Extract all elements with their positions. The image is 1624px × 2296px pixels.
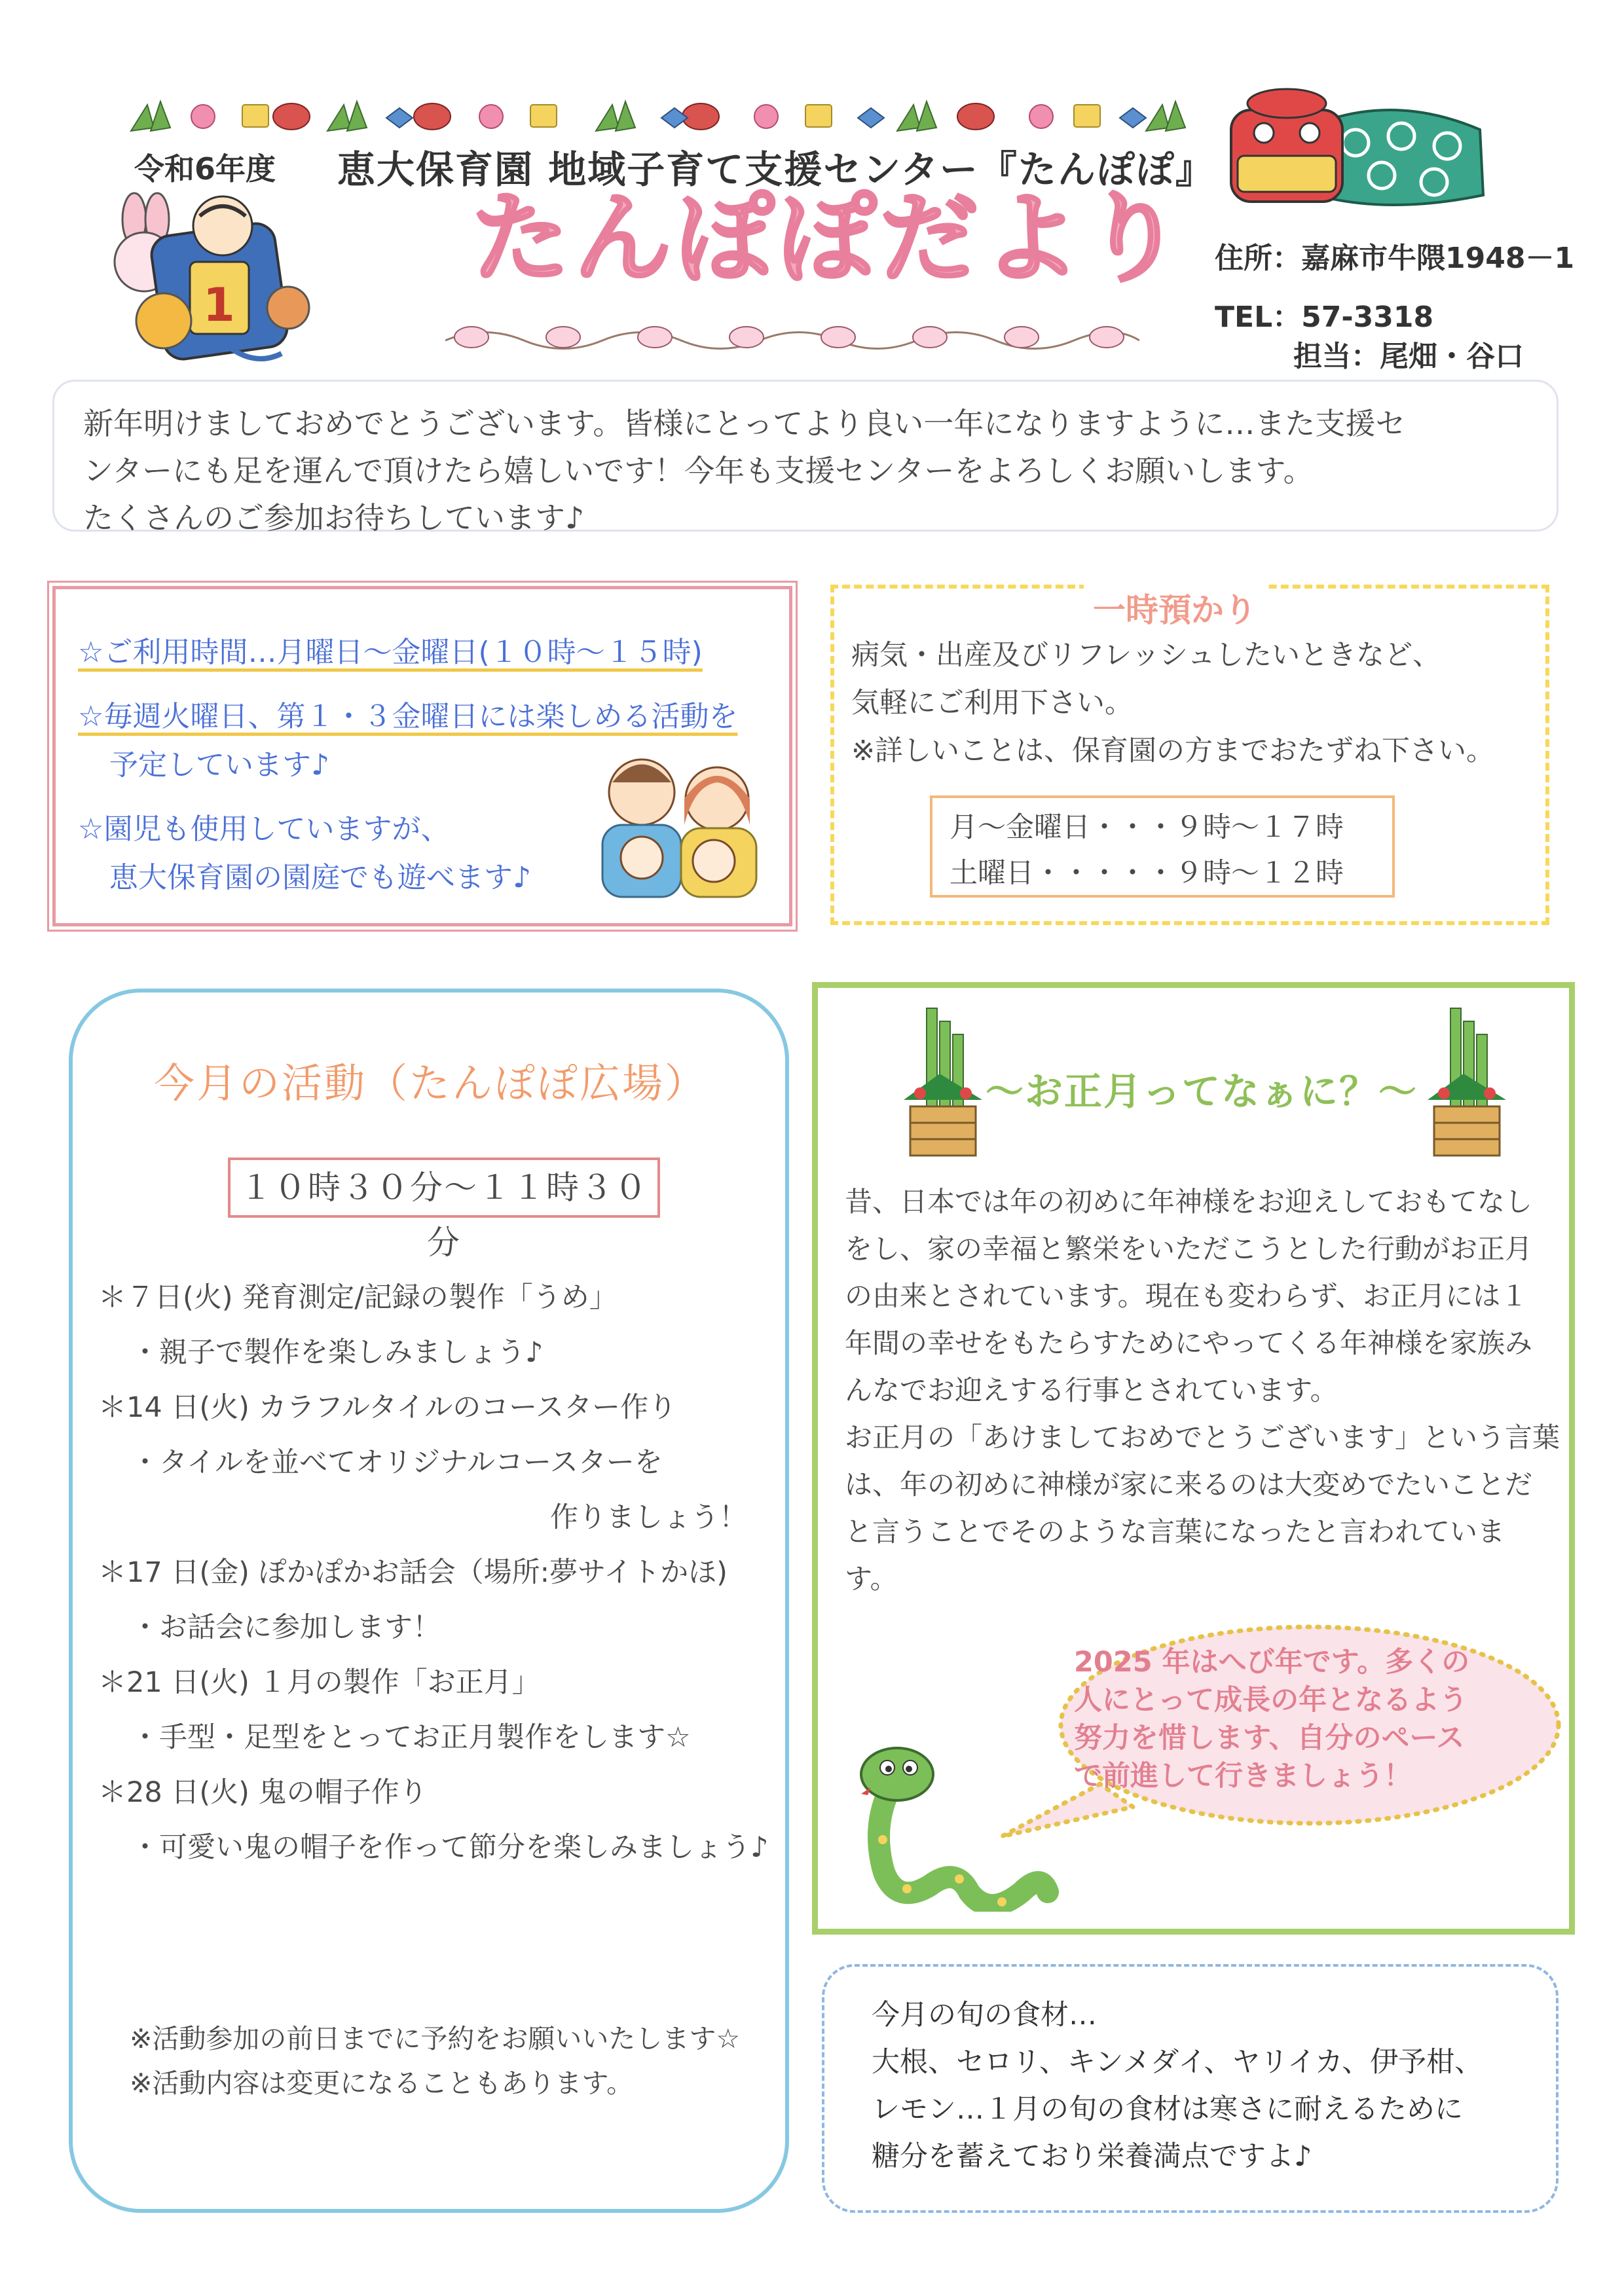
activity-detail: ・お話会に参加します！	[131, 1611, 441, 1644]
activity-item: ＊７日(火) 発育測定/記録の製作「うめ」	[98, 1281, 618, 1314]
activity-item: ＊17 日(金) ぽかぽかお話会（場所:夢サイトかほ)	[98, 1556, 728, 1589]
svg-text:1: 1	[203, 278, 235, 332]
greeting-line: ンターにも足を運んで頂けたら嬉しいです！今年も支援センターをよろしくお願いします。	[83, 453, 1314, 488]
seasonal-food-line: レモン…１月の旬の食材は寒さに耐えるために	[872, 2093, 1463, 2126]
seasonal-food-line: 糖分を蓄えており栄養満点ですよ♪	[872, 2140, 1312, 2173]
greeting-message	[52, 380, 1559, 536]
family-illustration-icon	[589, 746, 766, 903]
activity-detail: 作りましょう！	[550, 1501, 747, 1534]
activity-item: ＊21 日(火) １月の製作「お正月」	[98, 1666, 540, 1699]
usage-hours: ☆ご利用時間…月曜日～金曜日(１０時～１５時)	[78, 636, 703, 669]
activities-notes: ※活動参加の前日までに予約をお願いいたします☆ ※活動内容は変更になることもあります。	[130, 2023, 741, 2099]
telephone: TEL：57-3318	[1215, 301, 1434, 334]
activities-title: 今月の活動（たんぽぽ広場）	[154, 1059, 708, 1107]
rabbit-decoration-border-icon	[445, 311, 1139, 357]
activity-detail: ・手型・足型をとってお正月製作をします☆	[131, 1721, 691, 1754]
address: 住所：嘉麻市牛隈1948－1	[1215, 242, 1575, 275]
usage-activities: ☆毎週火曜日、第１・３金曜日には楽しめる活動を 予定しています♪	[78, 700, 738, 782]
new-year-description: 昔、日本では年の初めに年神様をお迎えしておもてなし をし、家の幸福と繁栄をいただこうとした行動がお正月 の由来とされています。現在も変わらず、お正月には１ 年間の幸せをもたらすためにやってくる年神様を家族み んなでお迎えする行事とされています。 お正月の「あけましておめでとうございます」という言葉 は、年の初めに神様が家に来るのは大変めでたいことだ と言うことでそのような言葉になったと言われていま す。	[845, 1186, 1560, 1595]
temporary-care-hours: 月～金曜日・・・９時～１７時 土曜日・・・・・９時～１２時	[930, 795, 1395, 898]
snake-year-message: 2025 年はへび年です。多くの 人にとって成長の年となるよう 努力を惜します、自分のペース で前進して行きましょう！	[1074, 1646, 1470, 1793]
activities-time: １０時３０分～１１時３０分	[228, 1157, 660, 1218]
greeting-line: 新年明けましておめでとうございます。皆様にとってより良い一年になりますように…また支援セ	[83, 406, 1406, 441]
seasonal-food-box	[822, 1964, 1559, 2213]
fiscal-year: 令和6年度	[134, 151, 276, 187]
temporary-care-description: 病気・出産及びリフレッシュしたいときなど、 気軽にご利用下さい。 ※詳しいことは、保育園の方までおたずね下さい。	[851, 639, 1495, 767]
activity-detail: ・タイルを並べてオリジナルコースターを	[131, 1446, 663, 1479]
organization-name: 恵大保育園 地域子育て支援センター『たんぽぽ』	[337, 147, 1215, 192]
lion-dance-icon	[1225, 84, 1493, 221]
january-kite-mascot-icon	[98, 190, 321, 367]
seasonal-food-heading: 今月の旬の食材…	[872, 1999, 1097, 2032]
seasonal-food-line: 大根、セロリ、キンメダイ、ヤリイカ、伊予柑、	[872, 2046, 1483, 2079]
temporary-care-title: 一時預かり	[1084, 584, 1266, 631]
usage-garden: ☆園児も使用していますが、 恵大保育園の園庭でも遊べます♪	[78, 812, 532, 894]
new-year-decoration-border-icon	[124, 92, 1211, 137]
snake-icon	[845, 1741, 1061, 1912]
activity-item: ＊28 日(火) 鬼の帽子作り	[98, 1776, 428, 1809]
staff-in-charge: 担当：尾畑・谷口	[1293, 340, 1524, 373]
activity-detail: ・親子で製作を楽しみましょう♪	[131, 1336, 544, 1369]
activity-item: ＊14 日(火) カラフルタイルのコースター作り	[98, 1391, 677, 1424]
activities-list	[98, 1270, 768, 1875]
new-year-title: ～お正月ってなぁに？～	[986, 1069, 1418, 1114]
activity-detail: ・可愛い鬼の帽子を作って節分を楽しみましょう♪	[131, 1831, 769, 1864]
kadomatsu-icon	[1424, 1002, 1509, 1159]
newsletter-title: たんぽぽだより	[471, 182, 1187, 296]
kadomatsu-icon	[900, 1002, 986, 1159]
greeting-line: たくさんのご参加お待ちしています♪	[83, 500, 585, 536]
